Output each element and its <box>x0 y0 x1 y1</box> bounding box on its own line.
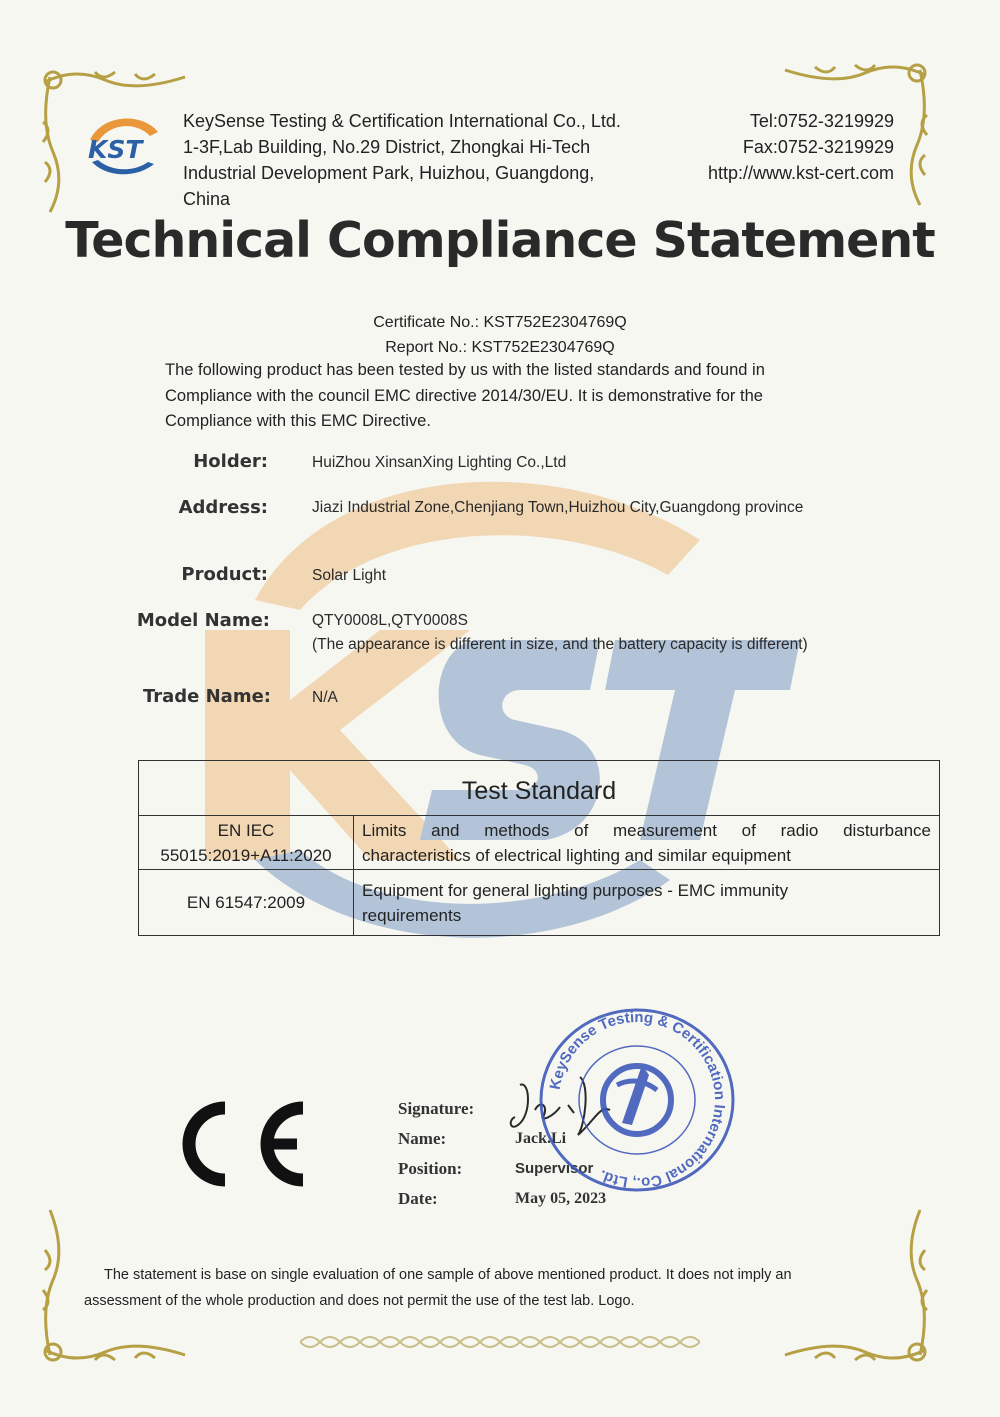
issuer-tel: Tel:0752-3219929 <box>749 111 894 131</box>
product-value: Solar Light <box>312 567 387 584</box>
report-number: Report No.: KST752E2304769Q <box>385 339 615 356</box>
standard-description <box>354 816 940 870</box>
standard-code <box>139 870 354 936</box>
holder-value: HuiZhou XinsanXing Lighting Co.,Ltd <box>312 454 567 471</box>
signature-date: May 05, 2023 <box>515 1190 607 1207</box>
footer-disclaimer <box>84 1262 904 1314</box>
trade-value: N/A <box>312 689 338 706</box>
signature-label: Signature: <box>398 1099 475 1118</box>
ce-mark <box>165 1098 315 1190</box>
footer-line: The statement is base on single evaluation of one sample of above mentioned product. It does not imply an <box>104 1267 792 1283</box>
intro-line: Compliance with the council EMC directive 2014/30/EU. It is demonstrative for the <box>165 386 763 405</box>
date-label: Date: <box>398 1189 438 1208</box>
signer-position: Supervisor <box>515 1160 594 1177</box>
address-label: Address: <box>178 497 268 518</box>
issuer-block <box>183 108 621 212</box>
standards-table-header: Test Standard <box>139 761 940 816</box>
footer-line: assessment of the whole production and does not permit the use of the test lab. Logo. <box>84 1293 635 1309</box>
standard-description-line: Limits and methods of measurement of radio disturbance <box>362 820 931 840</box>
model-label: Model Name: <box>136 610 270 631</box>
issuer-address-line: Industrial Development Park, Huizhou, Guangdong, <box>183 163 595 183</box>
name-label: Name: <box>398 1129 447 1148</box>
standard-code-line: EN IEC <box>217 820 275 840</box>
issuer-name: KeySense Testing & Certification International Co., Ltd. <box>183 111 621 131</box>
model-note: (The appearance is different in size, and the battery capacity is different) <box>312 636 808 653</box>
issuer-fax: Fax:0752-3219929 <box>742 137 894 157</box>
certificate-number: Certificate No.: KST752E2304769Q <box>373 314 627 331</box>
issuer-address-line: 1-3F,Lab Building, No.29 District, Zhongkai Hi-Tech <box>183 137 591 157</box>
bottom-ornament <box>300 1330 700 1354</box>
signature-labels <box>398 1094 474 1214</box>
intro-line: The following product has been tested by us with the listed standards and found in <box>165 361 765 379</box>
trade-label: Trade Name: <box>142 686 271 707</box>
standard-description-line: requirements <box>362 905 462 925</box>
model-value: QTY0008L,QTY0008S <box>312 612 468 629</box>
issuer-website: http://www.kst-cert.com <box>707 163 894 183</box>
intro-paragraph <box>165 358 845 435</box>
standard-description <box>354 870 940 936</box>
document-ids <box>0 310 1000 360</box>
logo-text: KST <box>88 135 143 164</box>
position-label: Position: <box>398 1159 463 1178</box>
issuer-contact <box>708 108 894 186</box>
standard-code <box>139 816 354 870</box>
issuer-address-line: China <box>183 189 231 209</box>
standard-code-line: 55015:2019+A11:2020 <box>160 845 332 865</box>
intro-line: Compliance with this EMC Directive. <box>165 412 431 430</box>
address-value: Jiazi Industrial Zone,Chenjiang Town,Huizhou City,Guangdong province <box>312 499 804 516</box>
document-title: Technical Compliance Statement <box>65 212 935 269</box>
product-label: Product: <box>181 564 268 585</box>
table-row <box>139 870 940 936</box>
kst-logo <box>82 110 164 182</box>
holder-label: Holder: <box>193 451 268 472</box>
signer-name: Jack.Li <box>515 1130 567 1147</box>
standard-description-line: Equipment for general lighting purposes - EMC immunity <box>362 880 789 900</box>
standards-table <box>138 760 940 936</box>
table-row <box>139 816 940 870</box>
standard-code-line: EN 61547:2009 <box>186 893 306 912</box>
company-seal <box>537 1005 737 1195</box>
seal-text: KeySense Testing & Certification International Co., Ltd. <box>546 1008 729 1192</box>
standard-description-line: characteristics of electrical lighting and similar equipment <box>362 845 791 865</box>
